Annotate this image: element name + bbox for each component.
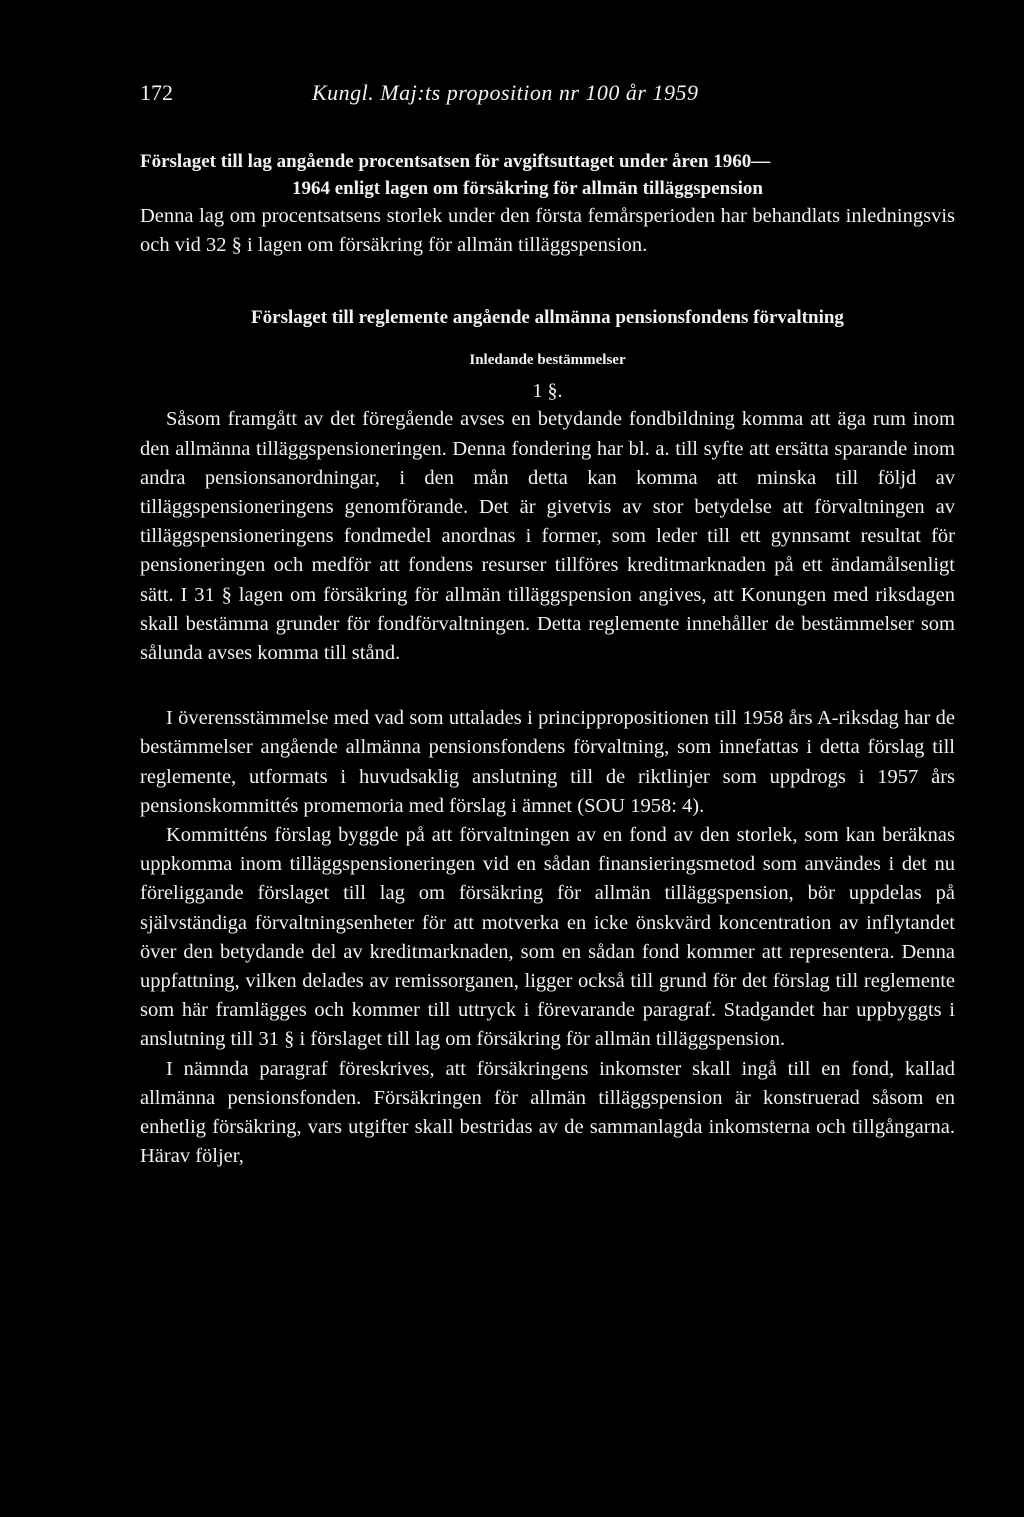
publication-title: Kungl. Maj:ts proposition nr 100 år 1959 — [312, 80, 699, 105]
heading-line-1: Förslaget till lag angående procentsatsen för avgiftsuttaget under åren 1960— — [140, 151, 771, 172]
subheading-introductory-provisions: Inledande bestämmelser — [469, 352, 626, 369]
page-number: 172 — [140, 80, 173, 105]
document-page — [140, 78, 955, 1171]
paragraph-fund-formation: Såsom framgått av det föregående avses en betydande fondbildning komma att äga rum inom den allmänna tilläggspensioneringen. Denna fondering har bl. a. till syfte att ersätta sparande inom andra pensionsanordningar, i den mån detta kan komma att minska till följd av tilläggspensioneringens genomförande. Det är givetvis av stor betydelse att förvaltningen av tilläggspensioneringens fondmedel anordnas i former, som leder till ett gynnsamt resultat för pensioneringen och medför att fondens resurser tillföres kreditmarknaden på ett ändamålsenligt sätt. I 31 § lagen om försäkring för allmän tilläggspension angives, att Konungen med riksdagen skall bestämma grunder för fondförvaltningen. Detta reglemente innehåller de bestämmelser som sålunda avses komma till stånd. — [140, 408, 955, 665]
paragraph-principle-proposition: I överensstämmelse med vad som uttalades i princippropositionen till 1958 års A-riksdag har de bestämmelser angående allmänna pensionsfondens förvaltning, som innefattas i detta förslag till reglemente, utformats i huvudsaklig anslutning till de riktlinjer som uppdrogs i 1957 års pensionskommittés promemoria med förslag i ämnet (SOU 1958: 4). — [140, 707, 955, 817]
heading-line-2: 1964 enligt lagen om försäkring för allmän tilläggspension — [292, 178, 763, 199]
paragraph-committee-proposal: Kommitténs förslag byggde på att förvaltningen av en fond av den storlek, som kan beräknas uppkomma inom tilläggspensioneringen vid en sådan finansieringsmetod som användes i det nu föreliggande förslaget till lag om försäkring för allmän tilläggspension, bör uppdelas på självständiga förvaltningsenheter för att motverka en icke önskvärd koncentration av inflytandet över den betydande del av kreditmarknaden, som en sådan fond kommer att representera. Denna uppfattning, vilken delades av remissorganen, ligger också till grund för det förslag till reglemente som här framlägges och kommer till uttryck i förevarande paragraf. Stadgandet har uppbyggts i anslutning till 31 § i förslaget till lag om försäkring för allmän tilläggspension. — [140, 824, 955, 1051]
paragraph-levy-percentage: Denna lag om procentsatsens storlek under den första femårsperioden har behandlats inledningsvis och vid 32 § i lagen om försäkring för allmän tilläggspension. — [140, 205, 955, 257]
section-heading-levy-percentage — [140, 148, 955, 202]
section-number: 1 §. — [532, 380, 563, 403]
section-heading-pension-fund-regulation: Förslaget till reglemente angående allmänna pensionsfondens förvaltning — [251, 307, 844, 329]
paragraph-fund-provisions: I nämnda paragraf föreskrives, att försäkringens inkomster skall ingå till en fond, kallad allmänna pensionsfonden. Försäkringen för allmän tilläggspension är konstruerad såsom en enhetlig försäkring, vars utgifter skall bestridas av de sammanlagda inkomsterna och tillgångarna. Härav följer, — [140, 1057, 955, 1168]
running-head — [140, 78, 955, 108]
